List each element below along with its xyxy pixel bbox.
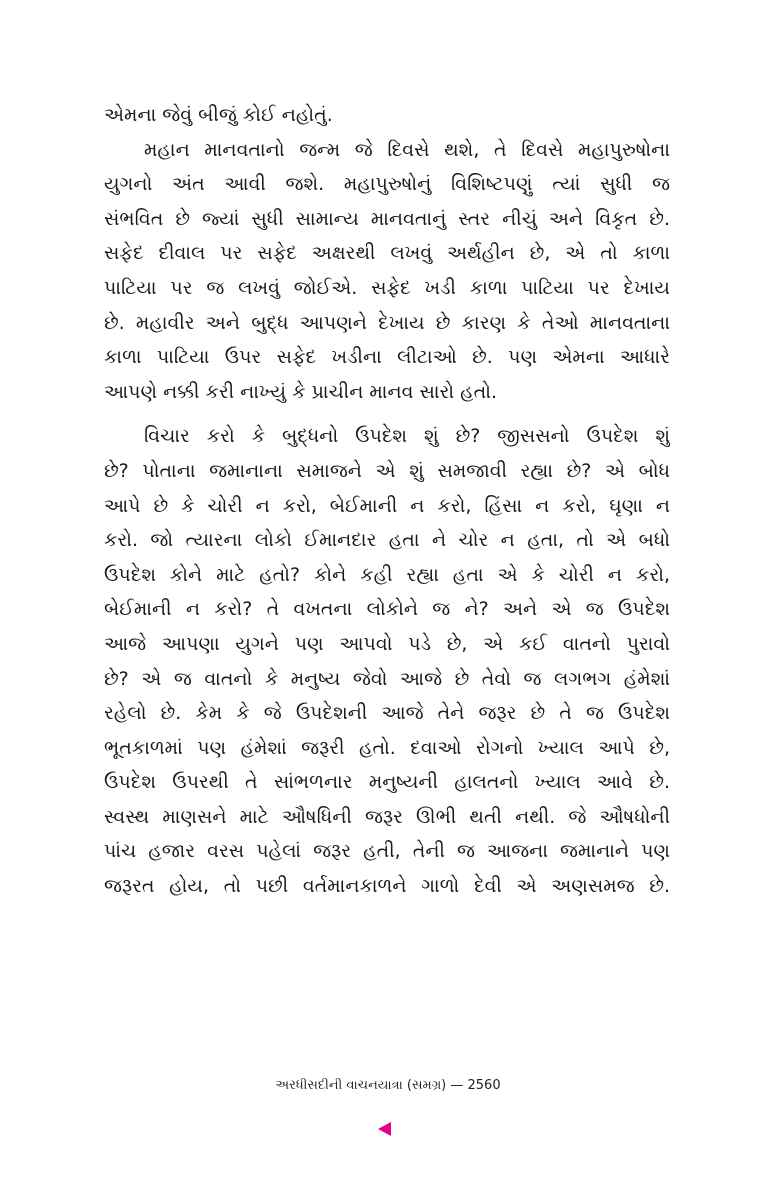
text-line: કરો. જો ત્યારના લોકો ઈમાનદાર હતા ને ચોર ન હતા, તો એ બધો [104,529,670,552]
text-line: ઉપદેશ કોને માટે હતો? કોને કહી રહ્યા હતા એ કે ચોરી ન કરો, [104,563,670,586]
page-footer: અરધીસદીની વાચનયાત્રા (સમગ્ર) — 2560 [275,1078,501,1093]
text-line: છે? પોતાના જમાનાના સમાજને એ શું સમજાવી રહ્યા છે? એ બોધ [104,459,670,482]
text-line: છે? એ જ વાતનો કે મનુષ્ય જેવો આજે છે તેવો જ લગભગ હંમેશાં [104,667,670,690]
text-line: બેઈમાની ન કરો? તે વખતના લોકોને જ ને? અને એ જ ઉપદેશ [104,598,670,621]
text-line: મહાન માનવતાનો જન્મ જે દિવસે થશે, તે દિવસે મહાપુરુષોના [144,138,670,161]
text-line: પાટિયા પર જ લખવું જોઈએ. સફેદ ખડી કાળા પાટિયા પર દેખાય [104,276,670,299]
text-line: સંભવિત છે જ્યાં સુધી સામાન્ય માનવતાનું સ્તર નીચું અને વિકૃત છે. [104,207,670,230]
text-line: કાળા પાટિયા ઉપર સફેદ ખડીના લીટાઓ છે. પણ એમના આધારે [104,346,670,369]
text-line: ભૂતકાળમાં પણ હંમેશાં જરૂરી હતો. દવાઓ રોગનો ખ્યાલ આપે છે, [104,736,670,759]
text-line: આજે આપણા યુગને પણ આપવો પડે છે, એ કઈ વાતનો પુરાવો [104,632,670,655]
text-line: સફેદ દીવાલ પર સફેદ અક્ષરથી લખવું અર્થહીન છે, એ તો કાળા [104,242,670,265]
text-line: ઉપદેશ ઉપરથી તે સાંભળનાર મનુષ્યની હાલતનો ખ્યાલ આવે છે. [104,771,670,794]
paragraph-1 [104,133,670,410]
text-line: જરૂરત હોય, તો પછી વર્તમાનકાળને ગાળો દેવી એ અણસમજ છે. [104,875,670,898]
text-line: છે. મહાવીર અને બુદ્ધ આપણને દેખાય છે કારણ કે તેઓ માનવતાના [104,311,670,334]
text-line: એમના જેવું બીજું કોઈ નહોતું. [104,104,333,126]
page-body [104,98,670,904]
text-line: આપણે નક્કી કરી નાખ્યું કે પ્રાચીન માનવ સારો હતો. [104,380,498,403]
text-line: યુગનો અંત આવી જશે. મહાપુરુષોનું વિશિષ્ટપણું ત્યાં સુધી જ [104,173,670,196]
paragraph-2 [104,419,670,903]
text-line: રહેલો છે. કેમ કે જે ઉપદેશની આજે તેને જરૂર છે તે જ ઉપદેશ [104,702,670,725]
text-line: પાંચ હજાર વરસ પહેલાં જરૂર હતી, તેની જ આજના જમાનાને પણ [104,840,670,863]
triangle-left-icon[interactable] [378,1122,391,1136]
text-line: વિચાર કરો કે બુદ્ધનો ઉપદેશ શું છે? જીસસનો ઉપદેશ શું [144,425,670,448]
text-line: આપે છે કે ચોરી ન કરો, બેઈમાની ન કરો, હિંસા ન કરો, ઘૃણા ન [104,494,670,517]
text-line: સ્વસ્થ માણસને માટે ઔષધિની જરૂર ઊભી થતી નથી. જે ઔષધોની [104,805,670,828]
